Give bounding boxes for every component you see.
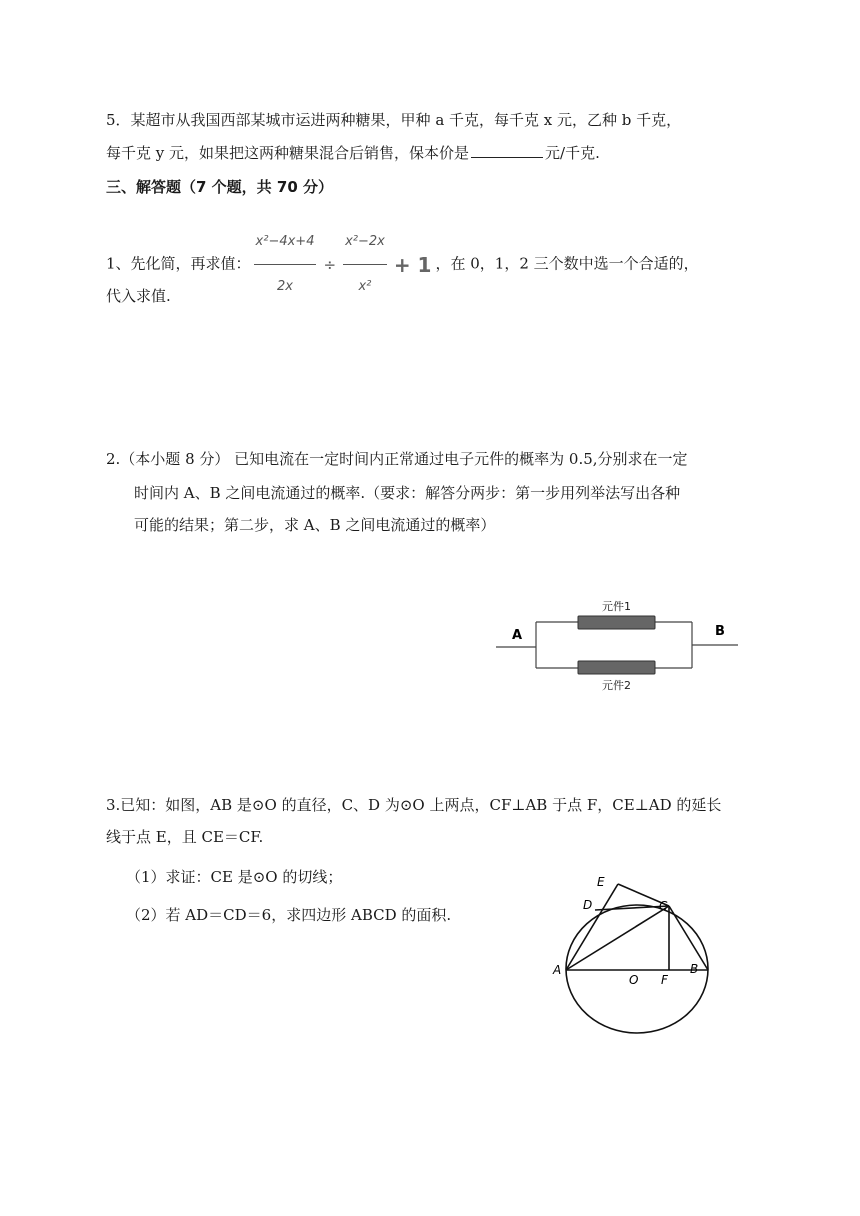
p2-line2: 时间内 A、B 之间电流通过的概率.（要求：解答分两步：第一步用列举法写出各种 <box>134 484 681 502</box>
p1-line2: 代入求值. <box>106 287 171 305</box>
p1-frac1-denominator: 2x <box>254 264 317 309</box>
p3-line2: 线于点 E，且 CE＝CF. <box>106 828 264 846</box>
point-label-f: F <box>661 973 668 987</box>
circuit-label-b: B <box>715 624 725 639</box>
circuit-label-a: A <box>512 628 523 643</box>
element-1-caption: 元件1 <box>602 600 631 613</box>
point-label-a: A <box>553 963 562 977</box>
p1-frac1-numerator: x²−4x+4 <box>255 234 315 249</box>
element-2-label: 元件2 <box>602 679 631 692</box>
p3-sub1: （1）求证：CE 是⊙O 的切线； <box>126 868 343 886</box>
section-heading: 三、解答题（7 个题，共 70 分） <box>106 178 333 196</box>
segment-ac <box>566 906 669 970</box>
element-1-resistor <box>578 616 655 629</box>
q5-line2-text: 每千克 y 元，如果把这两种糖果混合后销售，保本价是 <box>106 144 470 162</box>
q5-line2 <box>106 142 600 164</box>
p1-frac2-numerator: x²−2x <box>345 234 385 249</box>
element-2-resistor <box>578 661 655 674</box>
point-label-o: O <box>629 973 639 987</box>
circle-o <box>566 905 708 1033</box>
point-label-c: C <box>659 899 668 913</box>
point-label-e: E <box>597 875 605 889</box>
circuit-diagram <box>490 615 750 695</box>
segment-cb <box>669 906 708 970</box>
p1-prefix: 1、先化简，再求值： <box>106 254 251 273</box>
answer-blank <box>471 143 543 158</box>
p3-sub2: （2）若 AD＝CD＝6，求四边形 ABCD 的面积. <box>126 906 452 924</box>
point-label-d: D <box>583 898 593 912</box>
q5-line1: 5．某超市从我国西部某城市运进两种糖果，甲种 a 千克，每千克 x 元，乙种 b 千克， <box>106 111 682 129</box>
p1-fraction-2 <box>343 220 387 309</box>
p2-line1: 2.（本小题 8 分） 已知电流在一定时间内正常通过电子元件的概率为 0.5,分别求在一定 <box>106 450 688 468</box>
p1-fraction-1 <box>254 220 317 309</box>
p1-suffix: ，在 0，1，2 三个数中选一个合适的， <box>435 254 699 273</box>
p2-line3: 可能的结果；第二步，求 A、B 之间电流通过的概率） <box>134 516 496 534</box>
p1-divide-sign: ÷ <box>323 255 337 274</box>
point-label-b: B <box>690 962 699 976</box>
p1-frac2-denominator: x² <box>343 264 387 309</box>
q5-line2-unit: 元/千克. <box>545 144 600 162</box>
p1-line1 <box>106 220 699 309</box>
p1-plus-one: + 1 <box>393 252 432 277</box>
p3-line1: 3.已知：如图，AB 是⊙O 的直径，C、D 为⊙O 上两点，CF⊥AB 于点 F，CE⊥AD 的延长 <box>106 796 722 814</box>
geometry-figure <box>545 872 720 1042</box>
segment-ae <box>566 884 618 970</box>
